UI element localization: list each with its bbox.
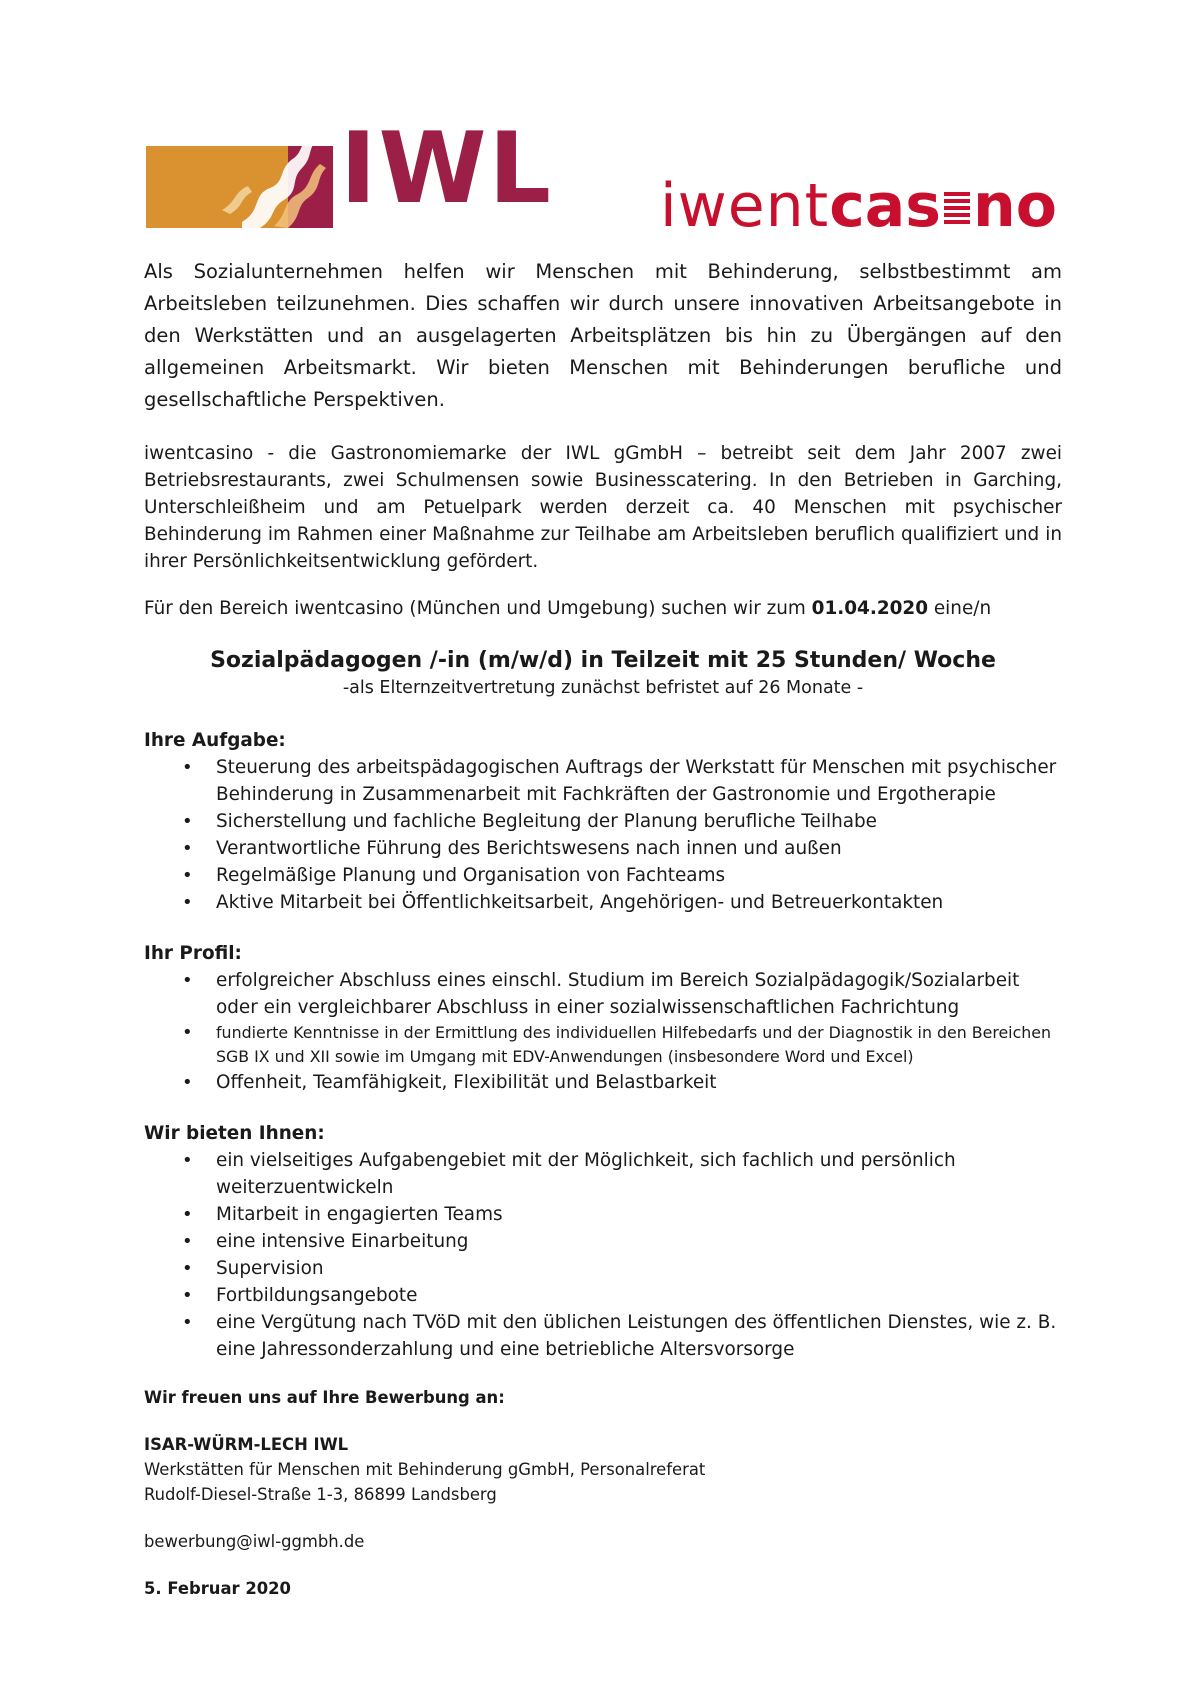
posting-content xyxy=(144,256,1062,1601)
list-item: • Sicherstellung und fachliche Begleitung der Planung berufliche Teilhabe xyxy=(144,808,1062,835)
list-item: • Mitarbeit in engagierten Teams xyxy=(144,1201,1062,1228)
offer-heading: Wir bieten Ihnen: xyxy=(144,1123,325,1144)
list-item: • Verantwortliche Führung des Berichtswesens nach innen und außen xyxy=(144,835,1062,862)
profile-heading: Ihr Profil: xyxy=(144,943,242,964)
list-item: • Aktive Mitarbeit bei Öffentlichkeitsarbeit, Angehörigen- und Betreuerkontakten xyxy=(144,889,1062,916)
about-paragraph: iwentcasino - die Gastronomiemarke der IWL gGmbH – betreibt seit dem Jahr 2007 zwei Betriebsrestaurants, zwei Schulmensen sowie Businesscatering. In den Betrieben in Garching, Unterschleißheim und am Petuelpark werden derzeit ca. 40 Menschen mit psychischer Behinderung im Rahmen einer Maßnahme zur Teilhabe am Arbeitsleben beruflich qualifiziert und in ihrer Persönlichkeitsentwicklung gefördert. xyxy=(144,443,1062,572)
iwl-logo xyxy=(146,112,554,228)
tasks-section xyxy=(144,727,1062,916)
bullet-icon: • xyxy=(182,1150,193,1171)
bullet-icon: • xyxy=(182,1258,193,1279)
job-title: Sozialpädagogen /-in (m/w/d) in Teilzeit mit 25 Stunden/ Woche xyxy=(210,648,996,673)
list-item: • Steuerung des arbeitspädagogischen Auftrags der Werkstatt für Menschen mit psychischer Behinderung in Zusammenarbeit mit Fachkräften der Gastronomie und Ergotherapie xyxy=(144,754,1062,808)
bullet-icon: • xyxy=(182,757,193,778)
iwl-logo-text: IWL xyxy=(340,112,554,226)
bullet-icon: • xyxy=(182,970,193,991)
list-item: • Fortbildungsangebote xyxy=(144,1282,1062,1309)
coin-stack-icon xyxy=(942,188,972,230)
profile-list xyxy=(144,967,1062,1096)
profile-section xyxy=(144,940,1062,1096)
bullet-icon: • xyxy=(182,892,193,913)
casino-logo-bold-2: no xyxy=(973,171,1057,241)
org-address: Rudolf-Diesel-Straße 1-3, 86899 Landsberg xyxy=(144,1485,497,1504)
list-item: • ein vielseitiges Aufgabengebiet mit der Möglichkeit, sich fachlich und persönlich weiterzuentwickeln xyxy=(144,1147,1062,1201)
list-item: • eine Vergütung nach TVöD mit den üblichen Leistungen des öffentlichen Dienstes, wie z. B. eine Jahressonderzahlung und eine betriebliche Altersvorsorge xyxy=(144,1309,1062,1363)
bullet-icon: • xyxy=(182,838,193,859)
bullet-icon: • xyxy=(182,1022,193,1043)
offer-section xyxy=(144,1120,1062,1363)
search-suffix: eine/n xyxy=(928,598,992,619)
iwentcasino-logo xyxy=(660,171,1060,241)
contact-block xyxy=(144,1432,1062,1507)
start-date: 01.04.2020 xyxy=(811,598,929,619)
job-subtitle: -als Elternzeitvertretung zunächst befristet auf 26 Monate - xyxy=(342,678,864,698)
casino-logo-bold-1: cas xyxy=(829,171,941,241)
search-text: Für den Bereich iwentcasino (München und Umgebung) suchen wir zum xyxy=(144,598,812,619)
bullet-icon: • xyxy=(182,1072,193,1093)
application-invite: Wir freuen uns auf Ihre Bewerbung an: xyxy=(144,1388,505,1407)
bullet-icon: • xyxy=(182,1285,193,1306)
intro-paragraph: Als Sozialunternehmen helfen wir Menschen mit Behinderung, selbstbestimmt am Arbeitsleben teilzunehmen. Dies schaffen wir durch unsere innovativen Arbeitsangebote in den Werkstätten und an ausgelagerten Arbeitsplätzen bis hin zu Übergängen auf den allgemeinen Arbeitsmarkt. Wir bieten Menschen mit Behinderungen berufliche und gesellschaftliche Perspektiven. xyxy=(144,260,1062,411)
casino-logo-light: iwent xyxy=(660,171,830,241)
org-name: ISAR-WÜRM-LECH IWL xyxy=(144,1435,349,1454)
list-item: • fundierte Kenntnisse in der Ermittlung des individuellen Hilfebedarfs und der Diagnostik in den Bereichen SGB IX und XII sowie im Umgang mit EDV-Anwendungen (insbesondere Word und Excel) xyxy=(182,1022,1051,1066)
list-item: • Regelmäßige Planung und Organisation von Fachteams xyxy=(144,862,1062,889)
list-item: • erfolgreicher Abschluss eines einschl. Studium im Bereich Sozialpädagogik/Sozialarbeit oder ein vergleichbarer Abschluss in einer sozialwissenschaftlichen Fachrichtung xyxy=(144,967,1062,1021)
contact-email[interactable]: bewerbung@iwl-ggmbh.de xyxy=(144,1532,365,1551)
org-line2: Werkstätten für Menschen mit Behinderung gGmbH, Personalreferat xyxy=(144,1460,706,1479)
tasks-heading: Ihre Aufgabe: xyxy=(144,730,286,751)
bullet-icon: • xyxy=(182,1312,193,1333)
list-item: • eine intensive Einarbeitung xyxy=(144,1228,1062,1255)
bullet-icon: • xyxy=(182,865,193,886)
offer-list xyxy=(144,1147,1062,1363)
list-item: • Supervision xyxy=(144,1255,1062,1282)
tasks-list xyxy=(144,754,1062,916)
bullet-icon: • xyxy=(182,1204,193,1225)
flame-swirl-icon xyxy=(212,140,342,228)
posting-date: 5. Februar 2020 xyxy=(144,1579,291,1598)
bullet-icon: • xyxy=(182,1231,193,1252)
bullet-icon: • xyxy=(182,811,193,832)
search-sentence xyxy=(144,595,1062,622)
list-item: • Offenheit, Teamfähigkeit, Flexibilität und Belastbarkeit xyxy=(144,1069,1062,1096)
